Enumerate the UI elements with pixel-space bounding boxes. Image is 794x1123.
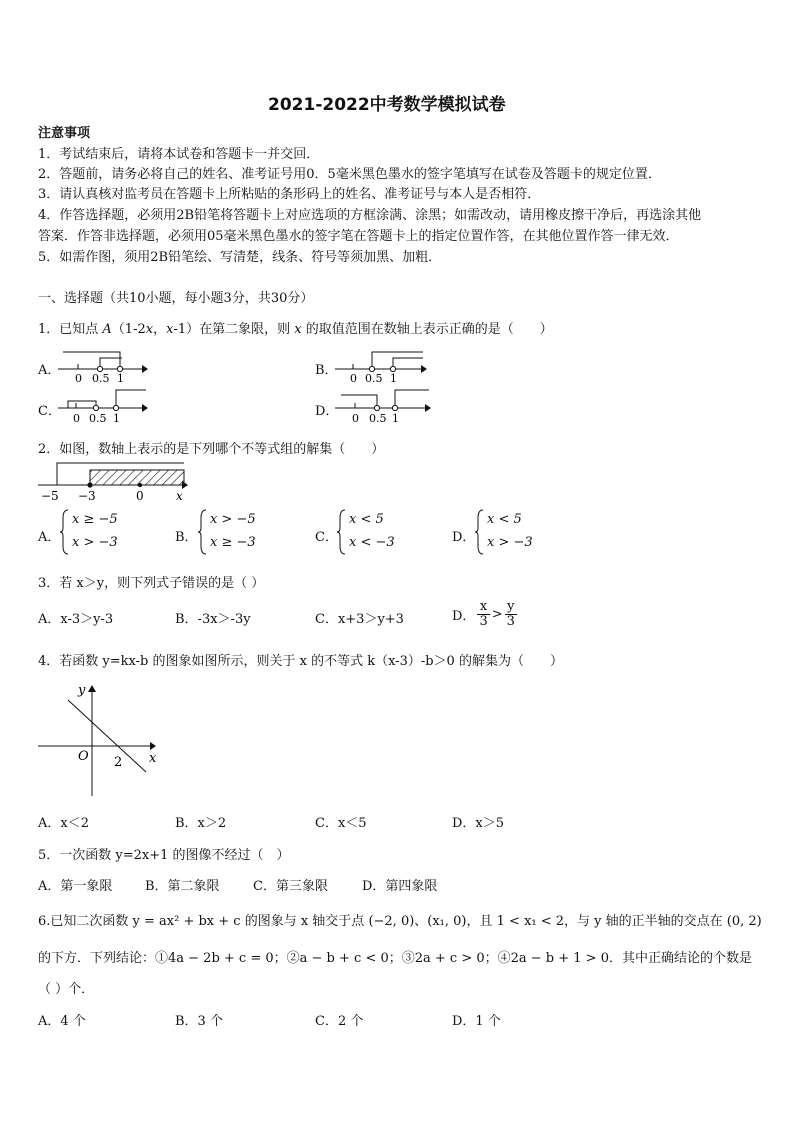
q1-option-a-numberline (58, 344, 148, 386)
q2-option-d-line2: x > −3 (487, 535, 533, 550)
q2-option-a-line1: x ≥ −5 (72, 512, 118, 527)
q6-stem-line1: 6.已知二次函数 y = ax² + bx + c 的图象与 x 轴交于点 (−2, 0)、(x₁, 0)，且 1 < x₁ < 2，与 y 轴的正半轴的交点在 (0, 2) (38, 914, 762, 929)
q1-d-tick-0: 0 (352, 412, 359, 425)
q4-graph-tick-2: 2 (114, 755, 123, 770)
note-item-2: 2．答题前，请务必将自己的姓名、准考证号用0．5毫米黑色墨水的签字笔填写在试卷及答题卡的规定位置． (38, 167, 661, 182)
q4-graph-origin: O (78, 749, 89, 764)
q1-option-d-numberline (335, 386, 431, 428)
q2-tick-0: 0 (136, 489, 144, 503)
q2-tick-neg5: −5 (41, 489, 59, 503)
note-item-4-cont: 答案．作答非选择题，必须用05毫米黑色墨水的签字笔在答题卡上的指定位置作答，在其他位置作答一律无效． (38, 229, 679, 244)
q2-option-c-brace (337, 508, 347, 556)
q2-option-c-line2: x < −3 (349, 535, 395, 550)
q2-option-a-label[interactable]: A． (38, 530, 61, 545)
q1-a-tick-1: 1 (117, 372, 124, 385)
q4-option-d[interactable]: D．x＞5 (452, 816, 505, 831)
q6-option-d[interactable]: D．1 个 (452, 1014, 501, 1029)
q4-graph-x-label: x (149, 751, 157, 766)
q2-option-d-line1: x < 5 (487, 512, 522, 527)
q2-option-a-brace (60, 508, 70, 556)
q2-option-d-brace (475, 508, 485, 556)
q6-option-a[interactable]: A．4 个 (38, 1014, 86, 1029)
q1-c-tick-05: 0.5 (89, 412, 107, 425)
q1-b-tick-1: 1 (390, 372, 397, 385)
q1-b-tick-0: 0 (350, 372, 357, 385)
note-item-4: 4．作答选择题，必须用2B铅笔将答题卡上对应选项的方框涂满、涂黑；如需改动，请用橡皮擦干净后，再选涂其他 (38, 208, 702, 223)
q1-option-b-label[interactable]: B． (315, 363, 338, 378)
q5-stem: 5．一次函数 y=2x+1 的图像不经过（ ） (38, 848, 290, 863)
q4-graph-y-label: y (78, 683, 86, 698)
q1-option-c-label[interactable]: C． (38, 404, 61, 419)
note-item-3: 3．请认真核对监考员在答题卡上所粘贴的条形码上的姓名、准考证号与本人是否相符． (38, 187, 541, 202)
q4-option-a[interactable]: A．x＜2 (38, 816, 89, 831)
q1-option-d-label[interactable]: D． (315, 404, 339, 419)
q5-option-a[interactable]: A．第一象限 (38, 879, 113, 894)
q1-a-tick-0: 0 (75, 372, 82, 385)
q2-option-b-line2: x ≥ −3 (210, 535, 256, 550)
q1-d-tick-05: 0.5 (369, 412, 387, 425)
q3-option-c[interactable]: C．x+3＞y+3 (315, 612, 404, 627)
q1-option-a-label[interactable]: A． (38, 363, 61, 378)
q5-option-d[interactable]: D．第四象限 (362, 879, 438, 894)
q1-c-tick-0: 0 (73, 412, 80, 425)
q2-option-c-line1: x < 5 (349, 512, 384, 527)
q1-stem: 1．已知点 A（1-2x，x-1）在第二象限，则 x 的取值范围在数轴上表示正确的是（ ） (38, 322, 553, 337)
q1-d-tick-1: 1 (392, 412, 399, 425)
q4-stem: 4．若函数 y=kx-b 的图象如图所示，则关于 x 的不等式 k（x-3）-b＞0 的解集为（ ） (38, 654, 563, 669)
q4-option-c[interactable]: C．x＜5 (315, 816, 367, 831)
q2-tick-neg3: −3 (78, 489, 96, 503)
q6-option-b[interactable]: B．3 个 (175, 1014, 223, 1029)
q6-option-c[interactable]: C．2 个 (315, 1014, 364, 1029)
q2-option-b-line1: x > −5 (210, 512, 256, 527)
q1-a-tick-05: 0.5 (92, 372, 110, 385)
q3-stem: 3．若 x＞y，则下列式子错误的是（ ） (38, 576, 265, 591)
q6-stem-line2: 的下方．下列结论：①4a − 2b + c = 0；②a − b + c < 0；③2a + c > 0；④2a − b + 1 > 0．其中正确结论的个数是 (38, 951, 752, 966)
q1-option-c-numberline (58, 386, 148, 428)
q3-option-a[interactable]: A．x-3＞y-3 (38, 612, 114, 627)
q6-stem-line3: （ ）个． (38, 982, 95, 997)
q2-stem: 2．如图，数轴上表示的是下列哪个不等式组的解集（ ） (38, 442, 385, 457)
q1-option-b-numberline (335, 344, 427, 386)
q4-graph (36, 680, 166, 800)
q2-axis-x: x (176, 489, 183, 503)
q1-b-tick-05: 0.5 (365, 372, 383, 385)
q2-option-d-label[interactable]: D． (452, 530, 476, 545)
section-heading: 一、选择题（共10小题，每小题3分，共30分） (38, 291, 314, 306)
q2-option-b-brace (198, 508, 208, 556)
q2-numberline-figure (36, 458, 192, 504)
q3-option-d[interactable]: D． $\frac{x}{3}$ > $\frac{y}{3}$ (452, 599, 515, 629)
q2-option-a-line2: x > −3 (72, 535, 118, 550)
q4-option-b[interactable]: B．x＞2 (175, 816, 227, 831)
q2-option-c-label[interactable]: C． (315, 530, 338, 545)
note-item-1: 1．考试结束后，请将本试卷和答题卡一并交回． (38, 147, 320, 162)
q5-option-c[interactable]: C．第三象限 (253, 879, 328, 894)
q1-c-tick-1: 1 (113, 412, 120, 425)
page-title: 2021-2022中考数学模拟试卷 (268, 95, 506, 115)
q5-option-b[interactable]: B．第二象限 (145, 879, 220, 894)
q2-option-b-label[interactable]: B． (175, 530, 198, 545)
notes-heading: 注意事项 (38, 126, 91, 141)
q3-option-b[interactable]: B．-3x＞-3y (175, 612, 251, 627)
note-item-5: 5．如需作图，须用2B铅笔绘、写清楚，线条、符号等须加黑、加粗． (38, 250, 442, 265)
